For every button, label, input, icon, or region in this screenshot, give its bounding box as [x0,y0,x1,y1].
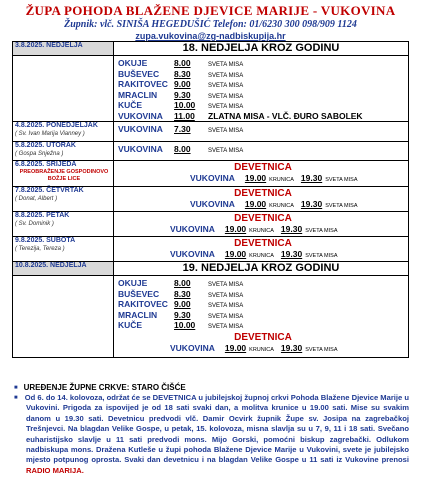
mass-row [118,69,408,80]
mass-time: 19.30 [280,224,303,234]
schedule-row-thursday [13,187,409,212]
description: SVETA MISA [208,282,244,288]
rosary-label: KRUNICA [249,346,274,353]
saint-label: ( Sv. Dominik ) [15,221,54,227]
devetnica-title: DEVETNICA [234,188,292,199]
mass-label: SVETA MISA [325,203,358,209]
feast-label: PREOBRAŽENJE GOSPODINOVO BOŽJE LICE [19,169,109,182]
day-label: 9.8.2025. SUBOTA [15,237,76,244]
rosary-time: 19.00 [244,173,267,183]
description: SVETA MISA [208,292,244,299]
mass-row [118,100,408,111]
mass-row [118,90,408,101]
mass-list [118,276,408,331]
description: SVETA MISA [208,72,244,79]
mass-row [118,111,408,122]
mass-cell [114,237,409,262]
place: RAKITOVEC [118,79,168,89]
time: 9.30 [174,89,191,100]
mass-row [118,310,408,321]
devetnica-title: DEVETNICA [234,162,292,173]
time: 9.30 [174,309,191,320]
schedule-row-monday [13,122,409,142]
date-cell-empty [13,276,114,357]
time: 9.00 [174,299,191,309]
schedule-row-saturday [13,237,409,262]
schedule-row-tuesday [13,142,409,161]
date-cell [13,187,114,212]
date-cell [13,161,114,187]
saint-label: ( Gospa Snježna ) [15,151,64,157]
devetnica-title: DEVETNICA [234,331,292,343]
place: MRACLIN [118,89,158,100]
time: 10.00 [174,320,196,330]
devetnica-title: DEVETNICA [234,238,292,249]
time: 11.00 [174,110,195,121]
place: VUKOVINA [190,199,235,209]
devetnica-row [118,224,408,236]
mass-label: SVETA MISA [325,177,358,183]
notice-last: Svaki dan devetnicu i na blagdan Velike Gospe u 11 sati iz Vukovine prenosi [124,455,409,465]
time: 7.30 [174,124,191,134]
description: SVETA MISA [208,128,244,134]
schedule-row-sunday-2 [13,262,409,276]
devetnica-row [118,343,408,355]
notice-body [26,393,409,476]
phone-label: Telefon: [212,19,247,30]
description: SVETA MISA [208,313,244,320]
rosary-label: KRUNICA [249,253,274,259]
devetnica-row [118,173,408,185]
priest-name: vlč. SINIŠA HEGEDUŠIĆ [99,19,211,30]
day-label: 7.8.2025. ČETVRTAK [15,187,84,194]
schedule-row-sunday-1 [13,42,409,56]
time: 9.00 [174,79,191,89]
notice-wrap [14,393,409,476]
date-cell: 3.8.2025. NEDJELJA [13,42,114,56]
day-label: 5.8.2025. UTORAK [15,142,76,149]
place: OKUJE [118,58,148,68]
place: RAKITOVEC [118,299,168,309]
parish-title: ŽUPA POHODA BLAŽENE DJEVICE MARIJE - VUKOVINA [25,3,396,18]
devetnica-row [118,199,408,211]
mass-time: 19.30 [280,342,303,353]
rosary-time: 19.00 [224,342,247,353]
time: 8.00 [174,144,191,154]
date-cell: 10.8.2025. NEDJELJA [13,262,114,276]
devetnica-row [118,249,408,261]
mass-label: SVETA MISA [305,346,338,353]
day-label: 4.8.2025. PONEDJELJAK [15,122,98,129]
mass-cell [114,42,409,122]
description: SVETA MISA [208,303,244,309]
description: SVETA MISA [208,62,244,68]
mass-time: 19.30 [280,249,303,259]
sunday-title: 18. NEDJELJA KROZ GODINU [114,42,408,56]
place: MRACLIN [118,309,158,320]
mass-row [118,278,408,289]
mass-row [118,124,408,135]
rosary-label: KRUNICA [249,228,274,234]
date-cell [13,212,114,237]
mass-list [118,56,408,121]
rosary-time: 19.00 [224,249,247,259]
date-cell [13,142,114,161]
date-cell [13,122,114,142]
place: BUŠEVEC [118,68,160,79]
mass-row [118,58,408,69]
mass-cell [114,212,409,237]
saint-label: ( Donat, Albert ) [15,196,58,202]
rosary-label: KRUNICA [269,177,294,183]
parish-email [0,31,421,41]
notice-heading: ■ UREĐENJE ŽUPNE CRKVE: STARO ČIŠĆE [14,383,409,392]
rosary-label: KRUNICA [269,203,294,209]
time: 8.00 [174,278,191,288]
place: VUKOVINA [118,144,163,154]
place: VUKOVINA [118,124,163,134]
day-label: 6.8.2025. SRIJEDA [15,161,77,168]
place: VUKOVINA [170,224,215,234]
sunday-title: 19. NEDJELJA KROZ GODINU [114,262,408,276]
mass-label: SVETA MISA [305,253,338,259]
date-cell [13,237,114,262]
description: SVETA MISA [208,148,244,154]
time: 8.30 [174,68,191,79]
description: SVETA MISA [208,93,244,100]
notice-section [14,383,409,476]
day-label: 8.8.2025. PETAK [15,212,70,219]
place: BUŠEVEC [118,288,160,299]
mass-row [118,320,408,331]
schedule-row-friday [13,212,409,237]
mass-row [118,289,408,300]
mass-row [118,299,408,310]
place: VUKOVINA [190,173,235,183]
rosary-time: 19.00 [224,224,247,234]
mass-cell [114,262,409,358]
devetnica-title: DEVETNICA [234,213,292,224]
date-cell-empty [13,56,114,122]
place: VUKOVINA [118,110,163,121]
description: SVETA MISA [208,324,244,330]
schedule-table [12,41,409,358]
mass-cell [114,161,409,187]
phone-numbers: 01/6230 300 098/909 1124 [249,19,357,30]
mass-row [118,144,408,155]
description: SVETA MISA [208,83,244,89]
mass-time: 19.30 [300,199,323,209]
schedule-row-wednesday [13,161,409,187]
place: KUČE [118,320,143,330]
mass-row [118,79,408,90]
email-link[interactable]: zupa.vukovina@zg-nadbiskupija.hr [135,31,286,41]
place: VUKOVINA [170,342,215,353]
description: SVETA MISA [208,104,244,110]
description: ZLATNA MISA - VLČ. ĐURO SABOLEK [208,110,363,121]
place: OKUJE [118,278,148,288]
notice-text: Od 6. do 14. kolovoza, održat će se DEVETNICA u jubilejskoj župnoj crkvi Pohoda Blažene Djevice Marije u Vukovini. Prigoda za ispovijed je od 18 sati svaki dan, a molitva krunice u 19.00 sati. Mise su svakim danom u 19.30 sati. Devetnicu predvodi vlč. Damir Ocvirk župnik Župe sv. Josipa na zagrebačkoj Trešnjevci. Na blagdan Velike Gospe, u petak, 15. kolovoza, misna slavlja su u 7, 9, 11 i 18 sati. Svečano euharistijsko slavlje u 11 sati predvodi mons. Mijo Gorski, pomoćni biskup zagrebački. Odlukom nadbiskupa mons. Dražena Kutleše u župi pohoda Blažene Djevice Marije u Vukovini, svete je jubilejsko mjesto potpunog oprosta. [24,393,409,465]
mass-label: SVETA MISA [305,228,338,234]
saint-label: ( Terezija, Tereza ) [15,246,65,252]
place: KUČE [118,100,143,110]
mass-time: 19.30 [300,173,323,183]
parish-contact [0,19,421,30]
mass-cell [114,142,409,161]
place: VUKOVINA [170,249,215,259]
mass-cell [114,187,409,212]
radio-marija: RADIO MARIJA. [26,465,84,475]
priest-label: Župnik: [64,19,98,30]
time: 10.00 [174,100,196,110]
rosary-time: 19.00 [244,199,267,209]
time: 8.30 [174,288,191,299]
saint-label: ( Sv. Ivan Marija Vianney ) [15,131,85,137]
mass-cell [114,122,409,142]
time: 8.00 [174,58,191,68]
